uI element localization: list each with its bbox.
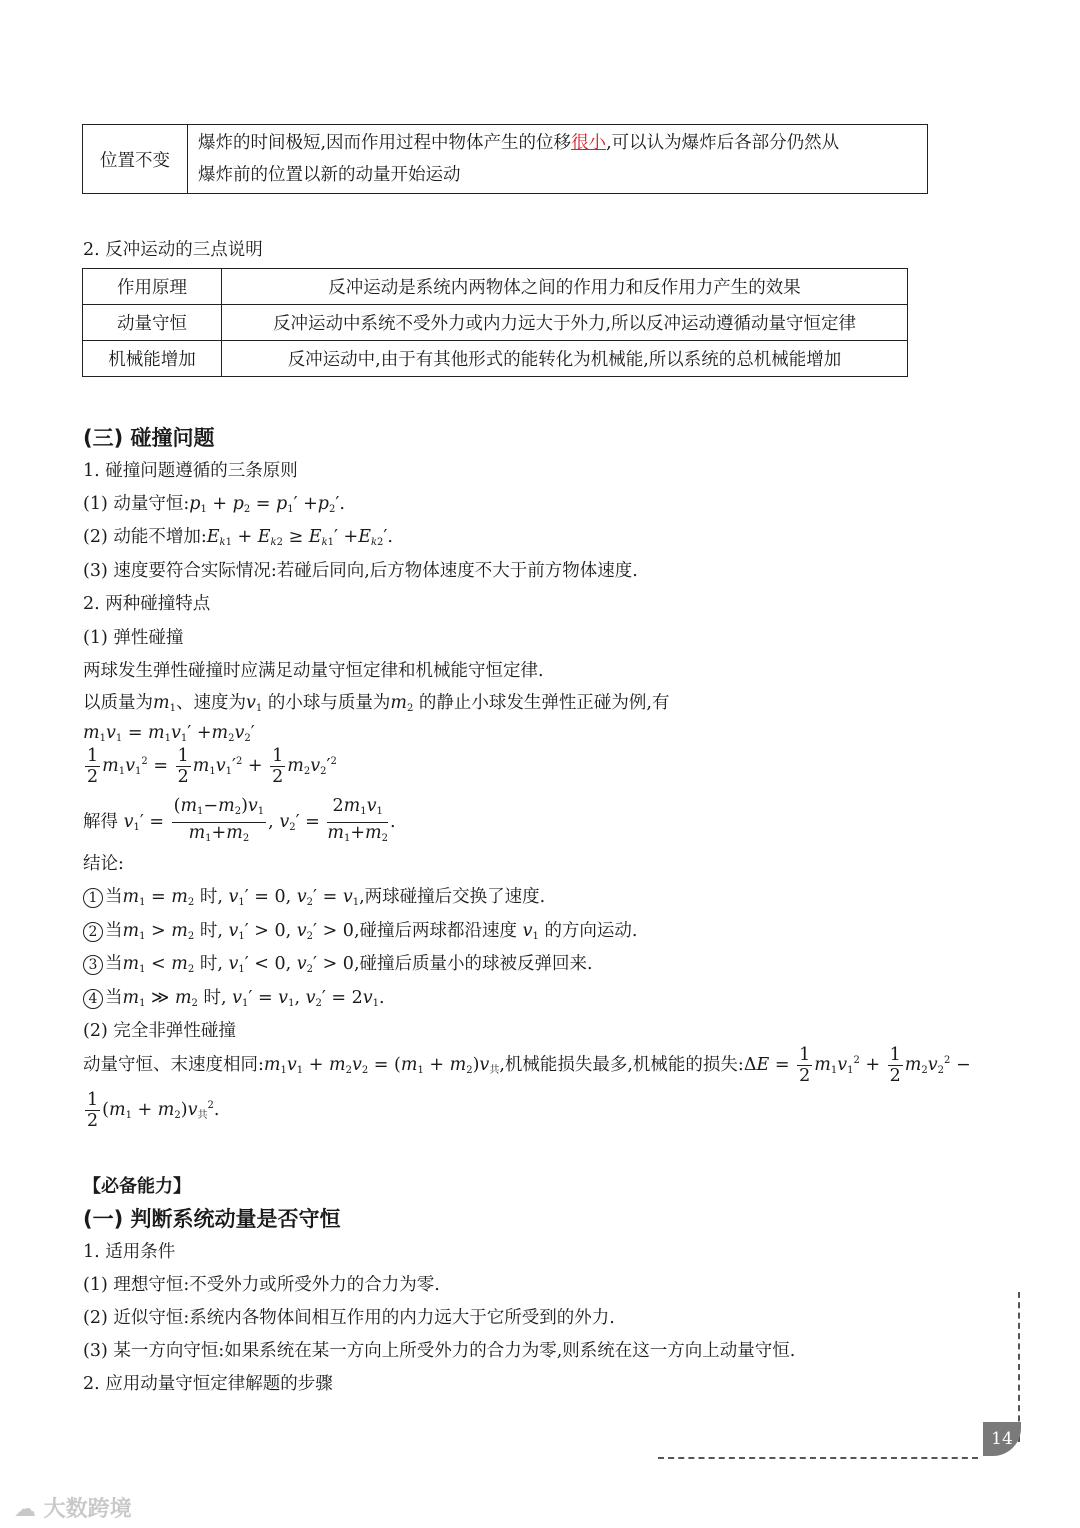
explosion-table-label: 位置不变 xyxy=(83,125,188,194)
ability-tag: 【必备能力】 xyxy=(83,1176,191,1197)
momentum-equation: $m_1v_1 = m_1v_1' +m_2v_2'$ xyxy=(83,723,255,744)
ability-item-1: (1) 理想守恒:不受外力或所受外力的合力为零. xyxy=(83,1275,440,1295)
text-part: 动量守恒、末速度相同: xyxy=(83,1055,264,1075)
text-part: 当 xyxy=(105,988,123,1008)
ability-heading: (一) 判断系统动量是否守恒 xyxy=(83,1207,341,1231)
dashed-border-horizontal xyxy=(658,1457,978,1459)
inelastic-equation: 动量守恒、末速度相同$:m_1v_1 + m_2v_2 = (m_1 + m_2)v_共$,机械能损失最多,机械能的损失:ΔE = $\frac{1}{2}$ $m_1v_1^2$ + $\frac{1}{2}$ $m_2v_2^2$ − xyxy=(83,1045,971,1086)
recoil-text: 反冲运动中系统不受外力或内力远大于外力,所以反冲运动遵循动量守恒定律 xyxy=(222,305,908,341)
ability-item-3: (3) 某一方向守恒:如果系统在某一方向上所受外力的合力为零,则系统在这一方向上动量守恒. xyxy=(83,1341,796,1361)
text-part: 爆炸前的位置以新的动量开始运动 xyxy=(198,165,461,185)
conclusion-4: 4 当$m_1$ ≫ $m_2$ 时, $v_1' = v_1$, $v_2' = 2v_1$. xyxy=(83,984,385,1009)
table-row xyxy=(83,341,908,377)
solution-equation: 解得 $v_1'$ = $\frac{(m_1-m_2)v_1}{m_1+m_2}$ , $v_2'$ = $\frac{2m_1v_1}{m_1+m_2}$ . xyxy=(83,796,396,844)
gong-subscript: 共 xyxy=(197,1110,208,1121)
text-part: ,机械能损失最多,机械能的损失: xyxy=(499,1055,744,1075)
ability-item-2: (2) 近似守恒:系统内各物体间相互作用的内力远大于它所受到的外力. xyxy=(83,1308,615,1328)
conclusion-3: 3 当$m_1 < m_2$ 时, $v_1' < 0$, $v_2' > 0$,碰撞后质量小的球被反弹回来. xyxy=(83,950,593,975)
text-part: 爆炸的时间极短,因而作用过程中物体产生的位移 xyxy=(198,133,572,153)
text-part: ,可以认为爆炸后各部分仍然从 xyxy=(606,133,840,153)
text-part: 以质量为 xyxy=(83,693,153,713)
text-part: ,碰撞后质量小的球被反弹回来. xyxy=(353,954,593,974)
explosion-table xyxy=(82,124,928,194)
text-part: 时 xyxy=(203,988,221,1008)
conclusion-2: 2 当$m_1 > m_2$ 时, $v_1' > 0$, $v_2' > 0$,碰撞后两球都沿速度 $v_1$ 的方向运动. xyxy=(83,917,638,942)
text-part: 时 xyxy=(199,887,218,907)
text-part: 当 xyxy=(105,887,123,907)
elastic-example: 以质量为$m_1$、速度为$v_1$ 的小球与质量为$m_2$ 的静止小球发生弹性正碰为例,有 xyxy=(83,693,670,714)
table-row xyxy=(83,269,908,305)
text-part: 的小球与质量为 xyxy=(267,693,391,713)
text-part: 的方向运动. xyxy=(544,921,638,941)
recoil-table xyxy=(82,268,908,377)
ability-s2: 2. 应用动量守恒定律解题的步骤 xyxy=(83,1374,333,1394)
principle-1: (1) 动量守恒$:p_1 + p_2 = p_1' +p_2'$. xyxy=(83,494,345,515)
collision-heading: (三) 碰撞问题 xyxy=(83,426,215,450)
principle-2: (2) 动能不增加$:E_{k1} + E_{k2} \ge E_{k1}' +E_{k2}'$. xyxy=(83,527,393,548)
elastic-desc: 两球发生弹性碰撞时应满足动量守恒定律和机械能守恒定律. xyxy=(83,661,544,681)
watermark-icon: ☁ xyxy=(14,1497,44,1522)
recoil-heading: 2. 反冲运动的三点说明 xyxy=(83,240,263,260)
conclusion-1: 1 当$m_1 = m_2$ 时, $v_1' = 0$, $v_2' = v_1$,两球碰撞后交换了速度. xyxy=(83,883,545,908)
elastic-heading: (1) 弹性碰撞 xyxy=(83,628,184,648)
text-part: 的静止小球发生弹性正碰为例,有 xyxy=(418,693,670,713)
collision-s1: 1. 碰撞问题遵循的三条原则 xyxy=(83,461,298,481)
recoil-label: 作用原理 xyxy=(83,269,222,305)
recoil-text: 反冲运动是系统内两物体之间的作用力和反作用力产生的效果 xyxy=(222,269,908,305)
explosion-table-text xyxy=(188,125,928,194)
collision-s2: 2. 两种碰撞特点 xyxy=(83,594,211,614)
watermark-text: 大数跨境 xyxy=(43,1497,132,1522)
inelastic-equation-cont: $\frac{1}{2}$ $(m_1 + m_2)v_共^2$. xyxy=(87,1090,220,1131)
table-row xyxy=(83,305,908,341)
text-part: 时 xyxy=(199,954,218,974)
ability-s1: 1. 适用条件 xyxy=(83,1242,176,1262)
highlight-text: 很小 xyxy=(571,133,607,153)
text-part: 当 xyxy=(105,921,123,941)
gong-subscript: 共 xyxy=(489,1065,500,1076)
dashed-border-vertical xyxy=(1018,1292,1020,1442)
text-part: (2) 动能不增加: xyxy=(83,527,207,547)
text-part: 时 xyxy=(199,921,218,941)
principle-3: (3) 速度要符合实际情况:若碰后同向,后方物体速度不大于前方物体速度. xyxy=(83,561,638,581)
conclusion-label: 结论: xyxy=(83,854,124,874)
text-part: 、速度为 xyxy=(175,693,246,713)
text-part: 当 xyxy=(105,954,123,974)
text-part: ,碰撞后两球都沿速度 xyxy=(353,921,518,941)
text-part: ,两球碰撞后交换了速度. xyxy=(359,887,546,907)
recoil-label: 动量守恒 xyxy=(83,305,222,341)
text-part: (1) 动量守恒: xyxy=(83,494,190,514)
inelastic-heading: (2) 完全非弹性碰撞 xyxy=(83,1021,236,1041)
page-number: 14 xyxy=(983,1422,1021,1456)
recoil-text: 反冲运动中,由于有其他形式的能转化为机械能,所以系统的总机械能增加 xyxy=(222,341,908,377)
text-part: 解得 xyxy=(83,812,118,832)
energy-equation: $\frac{1}{2}$ $m_1v_1^2$ = $\frac{1}{2}$ $m_1v_1'^2$ + $\frac{1}{2}$ $m_2v_2'^2$ xyxy=(87,746,337,787)
watermark xyxy=(14,1492,132,1523)
recoil-label: 机械能增加 xyxy=(83,341,222,377)
